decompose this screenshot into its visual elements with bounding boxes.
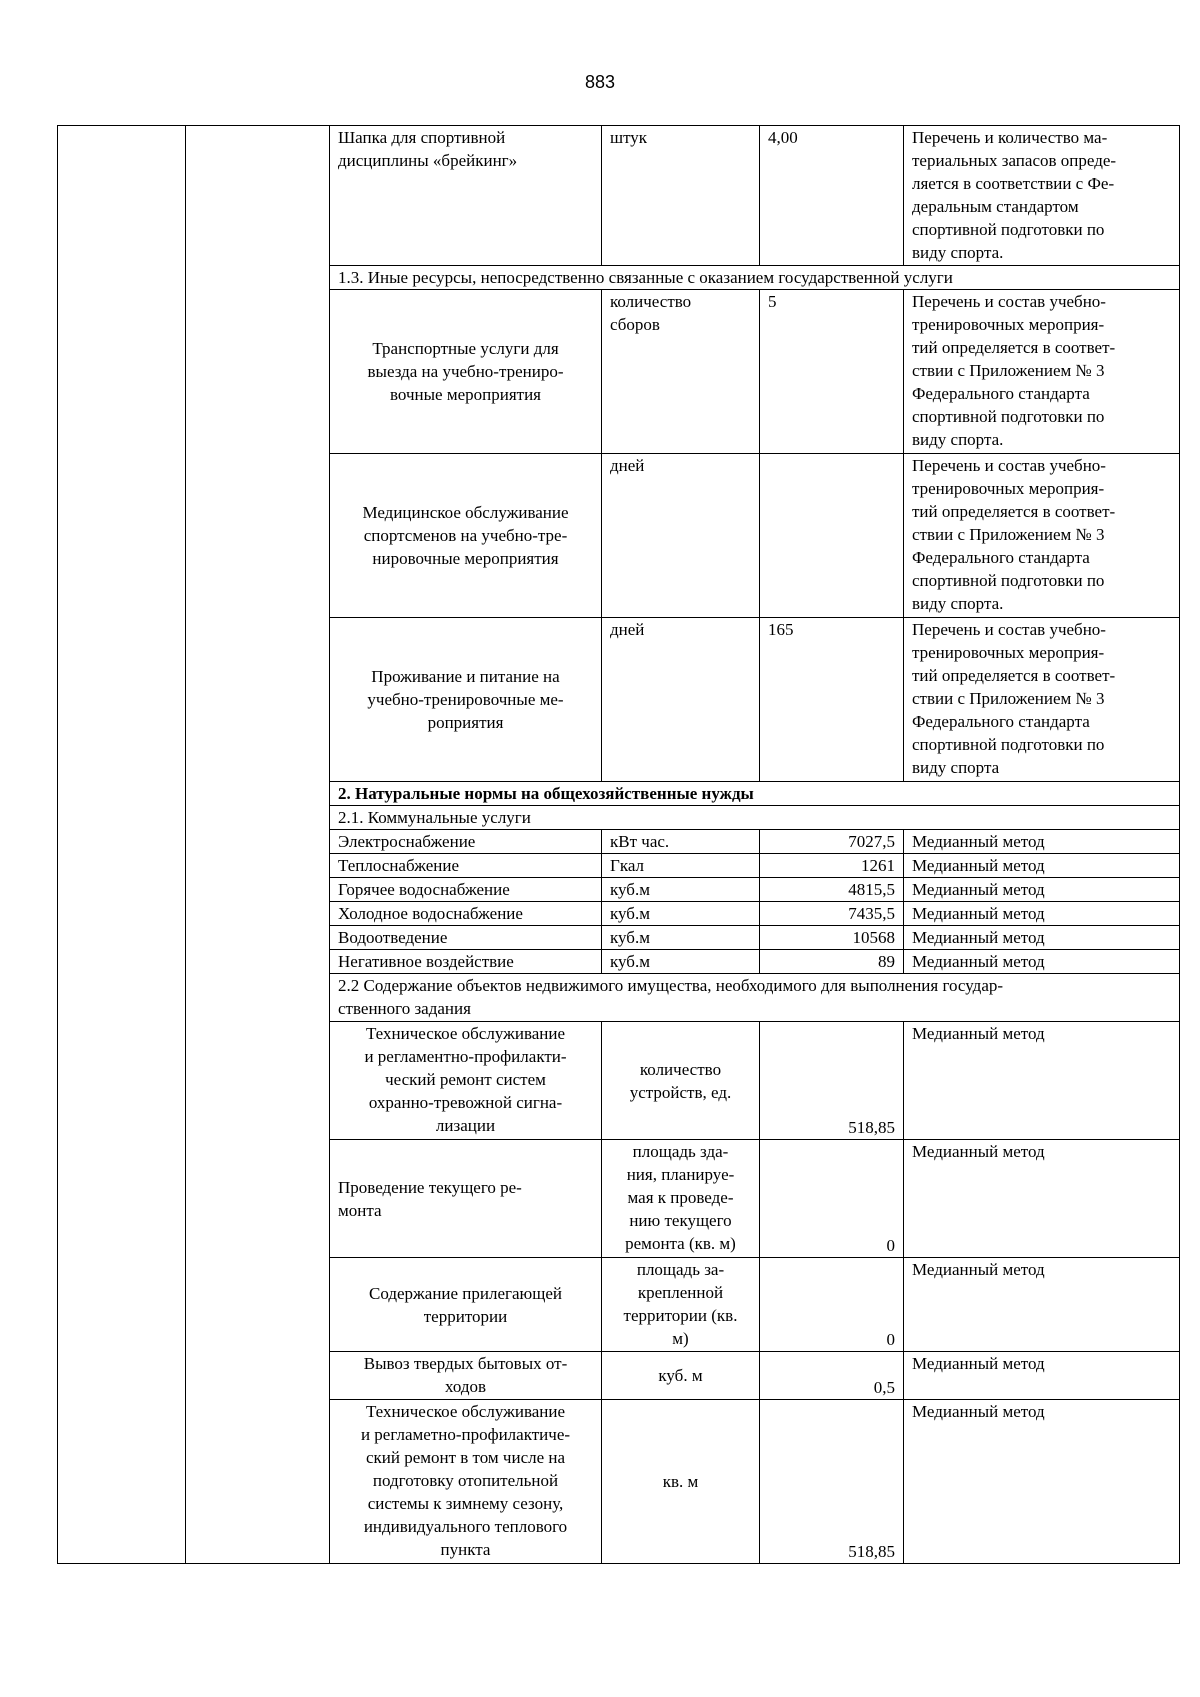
row-unit: штук [602,126,760,266]
row-name: Теплоснабжение [330,854,602,878]
row-name: Негативное воздействие [330,950,602,974]
row-note: Перечень и состав учебно- тренировочных мероприя- тий определяется в соответ- ствии с Приложением № 3 Федерального стандарта спортивной подготовки по виду спорта. [904,454,1180,618]
row-unit: количество устройств, ед. [602,1022,760,1140]
row-unit: дней [602,618,760,782]
row-name: Техническое обслуживание и регламетно-профилактиче- ский ремонт в том числе на подготовку отопительной системы к зимнему сезону, индивидуального теплового пункта [330,1400,602,1564]
row-name: Электроснабжение [330,830,602,854]
row-value: 7435,5 [760,902,904,926]
section-heading: 1.3. Иные ресурсы, непосредственно связанные с оказанием государственной услуги [330,266,1180,290]
row-name: Вывоз твердых бытовых от- ходов [330,1352,602,1400]
row-unit: кВт час. [602,830,760,854]
row-name: Горячее водоснабжение [330,878,602,902]
section-heading: 2. Натуральные нормы на общехозяйственные нужды [330,782,1180,806]
row-unit: куб.м [602,878,760,902]
table-row [58,126,1180,266]
row-unit: куб.м [602,950,760,974]
page-number: 883 [584,72,616,92]
row-note: Медианный метод [904,950,1180,974]
row-name: Медицинское обслуживание спортсменов на учебно-тре- нировочные мероприятия [330,454,602,618]
row-unit: количество сборов [602,290,760,454]
row-note: Медианный метод [904,878,1180,902]
row-unit: площадь за- крепленной территории (кв. м) [602,1258,760,1352]
row-note: Медианный метод [904,1400,1180,1564]
row-note: Медианный метод [904,1140,1180,1258]
row-unit: куб. м [602,1352,760,1400]
row-unit: площадь зда- ния, планируе- мая к проведе- нию текущего ремонта (кв. м) [602,1140,760,1258]
row-note: Медианный метод [904,830,1180,854]
row-note: Перечень и количество ма- териальных запасов опреде- ляется в соответствии с Фе- деральным стандартом спортивной подготовки по виду спорта. [904,126,1180,266]
row-note: Медианный метод [904,1022,1180,1140]
row-value: 7027,5 [760,830,904,854]
norms-table [57,125,1180,1564]
row-value: 4815,5 [760,878,904,902]
section-heading: 2.1. Коммунальные услуги [330,806,1180,830]
row-note: Медианный метод [904,902,1180,926]
row-value: 1261 [760,854,904,878]
row-value: 165 [760,618,904,782]
row-value: 0,5 [760,1352,904,1400]
row-name: Проведение текущего ре- монта [330,1140,602,1258]
row-value: 89 [760,950,904,974]
row-name: Проживание и питание на учебно-тренировочные ме- роприятия [330,618,602,782]
row-note: Медианный метод [904,854,1180,878]
row-name: Техническое обслуживание и регламентно-профилакти- ческий ремонт систем охранно-тревожной сигна- лизации [330,1022,602,1140]
row-note: Перечень и состав учебно- тренировочных мероприя- тий определяется в соответ- ствии с Приложением № 3 Федерального стандарта спортивной подготовки по виду спорта. [904,290,1180,454]
row-name: Шапка для спортивной дисциплины «брейкинг» [330,126,602,266]
row-name: Содержание прилегающей территории [330,1258,602,1352]
row-unit: куб.м [602,902,760,926]
section-heading: 2.2 Содержание объектов недвижимого имущества, необходимого для выполнения государ- ственного задания [330,974,1180,1022]
row-value [760,454,904,618]
row-note: Медианный метод [904,1258,1180,1352]
row-unit: Гкал [602,854,760,878]
row-value: 5 [760,290,904,454]
row-note: Перечень и состав учебно- тренировочных мероприя- тий определяется в соответ- ствии с Приложением № 3 Федерального стандарта спортивной подготовки по виду спорта [904,618,1180,782]
row-note: Медианный метод [904,926,1180,950]
row-note: Медианный метод [904,1352,1180,1400]
row-value: 518,85 [760,1022,904,1140]
left-empty-column-2 [186,126,330,1564]
row-value: 518,85 [760,1400,904,1564]
row-name: Холодное водоснабжение [330,902,602,926]
left-empty-column-1 [58,126,186,1564]
row-value: 4,00 [760,126,904,266]
row-value: 10568 [760,926,904,950]
row-unit: кв. м [602,1400,760,1564]
row-name: Транспортные услуги для выезда на учебно-трениро- вочные мероприятия [330,290,602,454]
row-value: 0 [760,1140,904,1258]
row-unit: дней [602,454,760,618]
row-name: Водоотведение [330,926,602,950]
row-unit: куб.м [602,926,760,950]
row-value: 0 [760,1258,904,1352]
